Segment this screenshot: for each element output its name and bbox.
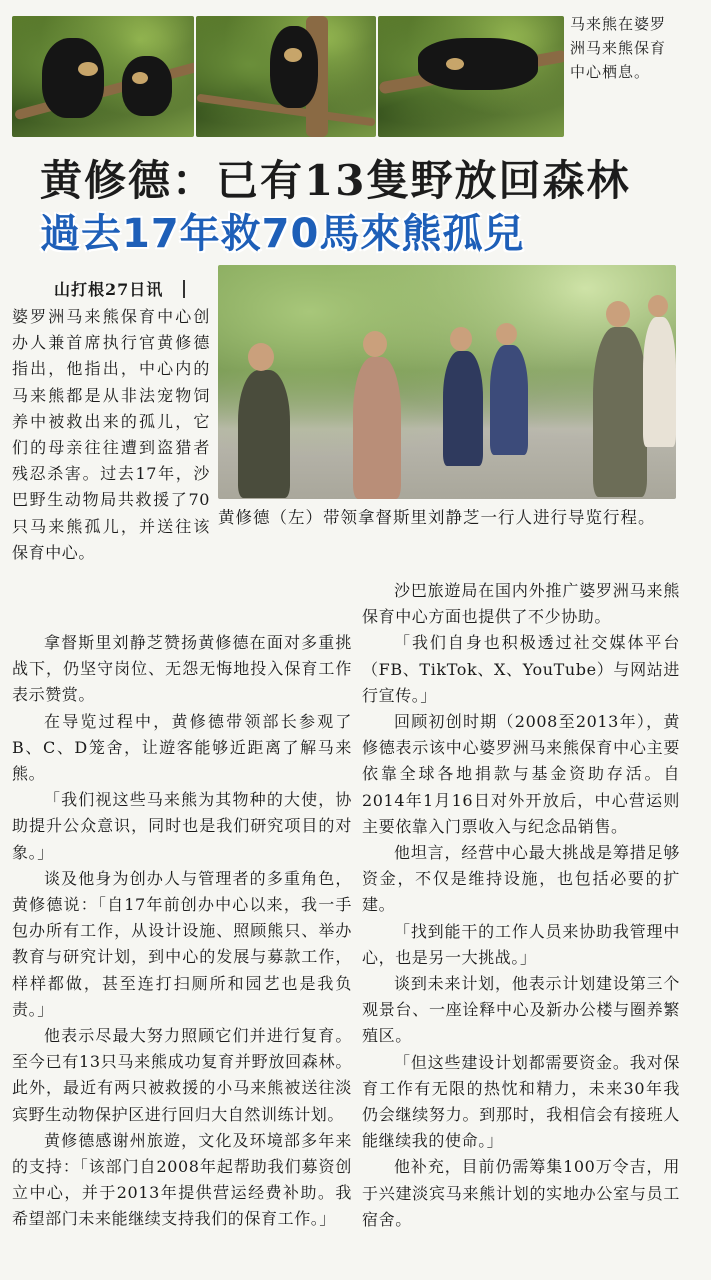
intro-paragraph: 婆罗洲马来熊保育中心创办人兼首席执行官黄修德指出，他指出，中心内的马来熊都是从非法宠物饲养中被救出来的孤儿，它们的母亲往往遭到盗猎者残忍杀害。过去17年，沙巴野生动物局共救援了70只马来熊孤儿，并送往该保育中心。 — [12, 307, 210, 562]
paragraph: 谈到未来计划，他表示计划建设第三个观景台、一座诠释中心及新办公楼与圈养繁殖区。 — [362, 974, 680, 1046]
bear-photo-2 — [196, 16, 376, 137]
paragraph: 回顾初创时期（2008至2013年），黄修德表示该中心婆罗洲马来熊保育中心主要依靠全球各地捐款与基金资助存活。自2014年1月16日对外开放后，中心营运则主要依靠入门票收入与纪念品销售。 — [362, 712, 680, 836]
dateline-divider — [183, 280, 185, 298]
paragraph: 「找到能干的工作人员来协助我管理中心，也是另一大挑战。」 — [362, 921, 680, 967]
paragraph: 他表示尽最大努力照顾它们并进行复育。至今已有13只马来熊成功复育并野放回森林。此外，最近有两只被救援的小马来熊被送往淡宾野生动物保护区进行回归大自然训练计划。 — [12, 1026, 352, 1124]
dateline: 山打根27日讯 — [54, 280, 164, 299]
paragraph: 他坦言，经营中心最大挑战是筹措足够资金，不仅是维持设施，也包括必要的扩建。 — [362, 843, 680, 915]
paragraph: 「我们自身也积极透过社交媒体平台（FB、TikTok、X、YouTube）与网站进行宣传。」 — [362, 633, 680, 705]
paragraph: 在导览过程中，黄修德带领部长参观了B、C、D笼舍，让遊客能够近距离了解马来熊。 — [12, 711, 352, 784]
paragraph: 他补充，目前仍需筹集100万令吉，用于兴建淡宾马来熊计划的实地办公室与员工宿舍。 — [362, 1157, 680, 1229]
paragraph: 「我们视这些马来熊为其物种的大使，协助提升公众意识，同时也是我们研究项目的对象。」 — [12, 790, 352, 862]
photo-caption: 黄修德（左）带领拿督斯里刘静芝一行人进行导览行程。 — [218, 508, 656, 527]
paragraph: 「但这些建设计划都需要资金。我对保育工作有无限的热忱和精力，未来30年我仍会继续努力。到那时，我相信会有接班人能继续我的使命。」 — [362, 1052, 680, 1151]
headline: 黄修德：已有13隻野放回森林 — [40, 156, 631, 205]
bear-photo-1 — [12, 16, 194, 137]
paragraph: 黄修德感谢州旅遊，文化及环境部多年来的支持：「该部门自2008年起帮助我们募资创立中心，并于2013年提供营运经费补助。我希望部门未来能继续支持我们的保育工作。」 — [12, 1130, 352, 1229]
article-column-2 — [362, 578, 680, 1233]
tour-group-photo — [218, 265, 676, 499]
top-photo-caption: 马来熊在婆罗洲马来熊保育中心栖息。 — [570, 15, 667, 81]
subheadline: 過去17年救70馬來熊孤兒 — [40, 211, 525, 257]
bear-photo-3 — [378, 16, 564, 137]
paragraph: 拿督斯里刘静芝赞扬黄修德在面对多重挑战下，仍坚守岗位、无怨无悔地投入保育工作表示赞赏。 — [12, 633, 352, 705]
paragraph: 谈及他身为创办人与管理者的多重角色，黄修德说：「自17年前创办中心以来，我一手包办所有工作，从设计设施、照顾熊只、举办教育与研究计划，到中心的发展与募款工作，样样都做，甚至连打扫厕所和园艺也是我负责。」 — [12, 868, 352, 1019]
article-column-1 — [12, 630, 352, 1233]
paragraph: 沙巴旅遊局在国内外推广婆罗洲马来熊保育中心方面也提供了不少协助。 — [362, 581, 680, 627]
article-intro — [12, 304, 210, 566]
